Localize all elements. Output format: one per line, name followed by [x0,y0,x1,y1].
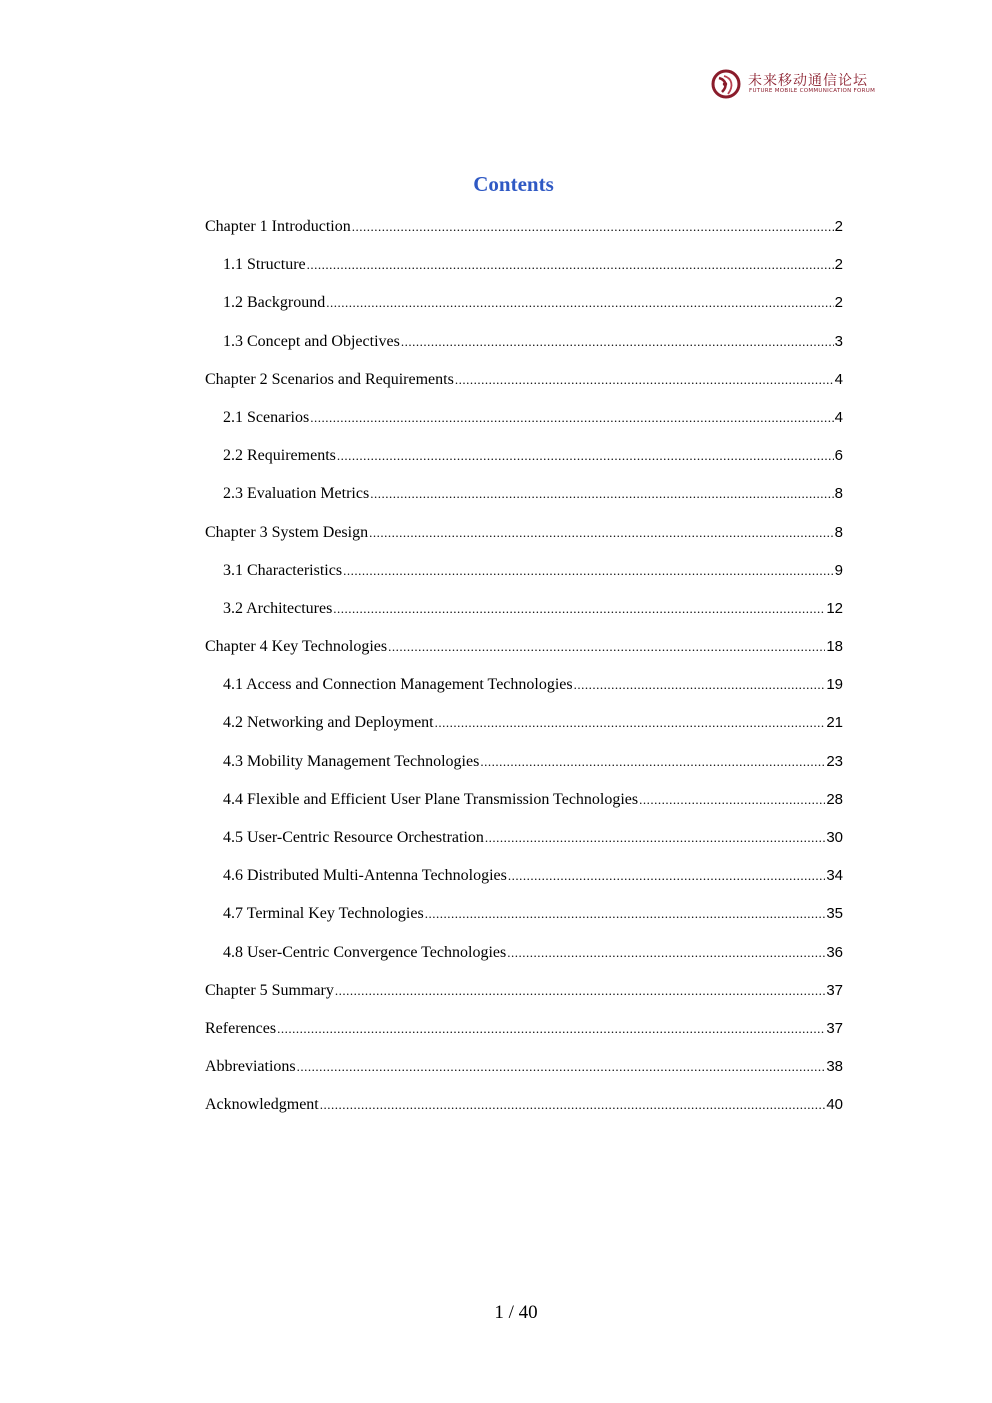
toc-entry-title: Chapter 2 Scenarios and Requirements [205,370,454,388]
toc-page-number: 3 [834,332,843,350]
toc-entry-title: Chapter 1 Introduction [205,218,351,235]
toc-chapter-entry[interactable] [205,520,843,558]
toc-dot-leader [639,787,825,813]
toc-entry-title: 2.2 Requirements [223,447,336,465]
toc-page-number: 37 [826,981,843,999]
toc-section-entry[interactable] [205,405,843,443]
toc-dot-leader [425,901,826,927]
toc-page-number: 28 [826,790,843,808]
toc-chapter-entry[interactable] [205,634,843,672]
toc-page-number: 2 [834,218,843,235]
toc-section-entry[interactable] [205,443,843,481]
toc-chapter-entry[interactable] [205,1054,843,1092]
toc-dot-leader [320,1092,826,1118]
toc-page-number: 34 [826,867,843,885]
toc-chapter-entry[interactable] [205,214,843,252]
toc-entry-title: 4.8 User-Centric Convergence Technologies [223,943,507,961]
toc-entry-title: 2.3 Evaluation Metrics [223,485,370,503]
toc-entry-title: References [205,1019,277,1037]
toc-dot-leader [352,214,834,240]
toc-page-number: 21 [826,714,843,732]
logo-english-text: FUTURE MOBILE COMMUNICATION FORUM [749,88,876,94]
toc-dot-leader [337,443,834,469]
toc-dot-leader [435,710,826,736]
toc-entry-title: 4.1 Access and Connection Management Technologies [223,676,573,694]
toc-section-entry[interactable] [205,825,843,863]
toc-page-number: 6 [834,447,843,465]
toc-page-number: 4 [834,370,843,388]
toc-entry-title: 4.2 Networking and Deployment [223,714,434,732]
toc-dot-leader [297,1054,826,1080]
toc-page-number: 38 [826,1058,843,1076]
toc-chapter-entry[interactable] [205,367,843,405]
toc-dot-leader [369,520,834,546]
forum-logo [710,68,875,100]
toc-page-number: 40 [826,1096,843,1114]
toc-page-number: 37 [826,1019,843,1037]
toc-dot-leader [507,940,825,966]
toc-section-entry[interactable] [205,901,843,939]
toc-chapter-entry[interactable] [205,978,843,1016]
toc-dot-leader [480,749,825,775]
toc-section-entry[interactable] [205,329,843,367]
toc-entry-title: 4.4 Flexible and Efficient User Plane Transmission Technologies [223,790,639,808]
toc-entry-title: 1.1 Structure [223,256,306,274]
toc-entry-title: Chapter 5 Summary [205,981,334,999]
toc-entry-title: 1.2 Background [223,294,326,312]
toc-entry-title: 4.5 User-Centric Resource Orchestration [223,829,484,846]
toc-page-number: 36 [826,943,843,961]
toc-page-number: 4 [834,408,843,426]
table-of-contents [205,214,843,1131]
toc-entry-title: 3.2 Architectures [223,599,333,617]
toc-entry-title: 3.1 Characteristics [223,561,343,579]
toc-section-entry[interactable] [205,596,843,634]
toc-dot-leader [508,863,825,889]
toc-dot-leader [333,596,825,622]
toc-page-number: 8 [834,523,843,541]
toc-section-entry[interactable] [205,749,843,787]
toc-section-entry[interactable] [205,710,843,748]
toc-entry-title: Chapter 4 Key Technologies [205,638,388,656]
toc-entry-title: 4.6 Distributed Multi-Antenna Technologies [223,867,507,885]
toc-entry-title: Acknowledgment [205,1096,319,1114]
toc-page-number: 35 [826,905,843,923]
toc-entry-title: 2.1 Scenarios [223,408,310,426]
toc-page-number: 19 [826,676,843,694]
toc-entry-title: Abbreviations [205,1058,296,1076]
toc-dot-leader [485,825,825,851]
forum-logo-icon [710,68,742,100]
toc-chapter-entry[interactable] [205,1016,843,1054]
toc-page-number: 2 [834,294,843,312]
toc-dot-leader [401,329,834,355]
toc-dot-leader [574,672,826,698]
toc-section-entry[interactable] [205,940,843,978]
toc-entry-title: 4.7 Terminal Key Technologies [223,905,424,923]
toc-chapter-entry[interactable] [205,1092,843,1130]
toc-dot-leader [310,405,833,431]
toc-section-entry[interactable] [205,558,843,596]
toc-dot-leader [307,252,834,278]
toc-dot-leader [370,481,833,507]
toc-page-number: 2 [834,256,843,274]
toc-entry-title: 4.3 Mobility Management Technologies [223,752,480,770]
toc-dot-leader [388,634,825,660]
toc-page-number: 9 [834,561,843,579]
toc-section-entry[interactable] [205,252,843,290]
toc-section-entry[interactable] [205,481,843,519]
toc-dot-leader [335,978,825,1004]
toc-page-number: 23 [826,752,843,770]
toc-section-entry[interactable] [205,672,843,710]
toc-page-number: 30 [826,829,843,846]
page-number: 1 / 40 [494,1302,538,1323]
toc-section-entry[interactable] [205,863,843,901]
toc-section-entry[interactable] [205,290,843,328]
toc-page-number: 18 [826,638,843,656]
contents-heading: Contents [473,172,554,196]
toc-dot-leader [343,558,834,584]
logo-chinese-text: 未来移动通信论坛 [748,73,868,89]
toc-dot-leader [277,1016,825,1042]
toc-entry-title: Chapter 3 System Design [205,523,369,541]
toc-page-number: 12 [826,599,843,617]
toc-entry-title: 1.3 Concept and Objectives [223,332,400,350]
toc-page-number: 8 [834,485,843,503]
toc-dot-leader [326,290,833,316]
toc-section-entry[interactable] [205,787,843,825]
toc-dot-leader [455,367,834,393]
